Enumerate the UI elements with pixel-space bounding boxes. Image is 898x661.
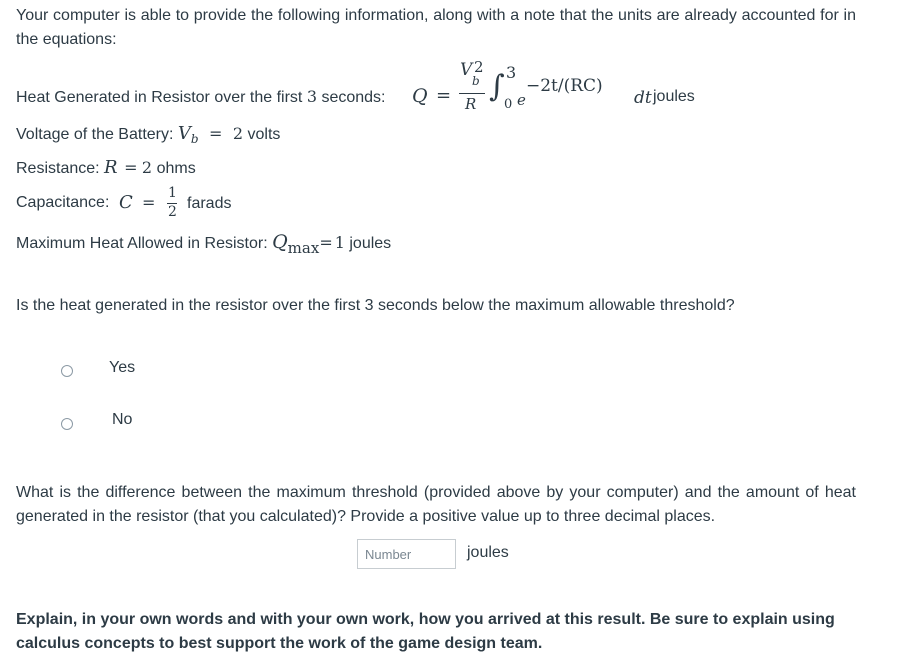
- radio-no[interactable]: [61, 418, 73, 430]
- fraction-numerator-sub: b: [472, 74, 480, 88]
- integral-lower-limit: 0: [504, 97, 513, 112]
- question-1-text: Is the heat generated in the resistor over the first 3 seconds below the maximum allowable threshold?: [16, 297, 735, 314]
- fraction-bar: [459, 93, 485, 94]
- resistance-equals: =: [124, 158, 138, 177]
- heat-line: [16, 60, 736, 120]
- resistance-label: Resistance:: [16, 160, 100, 177]
- voltage-variable: V: [177, 123, 191, 144]
- fraction-denominator: R: [465, 95, 477, 113]
- resistance-variable: R: [104, 157, 118, 178]
- capacitance-equals: =: [142, 193, 156, 212]
- option-no-label[interactable]: No: [112, 411, 133, 428]
- integral-sign: ∫: [489, 69, 505, 104]
- max-heat-variable: Q: [272, 231, 288, 253]
- difference-number-input[interactable]: [357, 539, 456, 569]
- capacitance-denominator: 2: [168, 204, 177, 220]
- heat-equals: =: [436, 85, 452, 106]
- max-heat-equals: =: [319, 233, 333, 252]
- capacitance-numerator: 1: [168, 185, 177, 201]
- voltage-unit: volts: [247, 126, 281, 143]
- max-heat-label: Maximum Heat Allowed in Resistor:: [16, 235, 268, 252]
- voltage-line: [16, 123, 280, 144]
- resistance-line: [16, 157, 196, 178]
- difference-unit: joules: [467, 544, 509, 561]
- integrand-exponent: −2t/(RC): [526, 76, 603, 96]
- capacitance-unit: farads: [187, 195, 232, 212]
- max-heat-subscript: max: [287, 239, 320, 257]
- capacitance-label: Capacitance:: [16, 194, 110, 211]
- resistance-value: 2: [141, 158, 153, 177]
- max-heat-value: 1: [334, 233, 345, 252]
- max-heat-unit: joules: [349, 235, 392, 252]
- intro-text: Your computer is able to provide the following information, along with a note that the units are already accounted for in the equations:: [16, 7, 856, 48]
- integrand-base: e: [517, 91, 526, 109]
- integral-upper-limit: 3: [506, 63, 517, 82]
- explain-prompt: Explain, in your own words and with your own work, how you arrived at this result. Be sure to explain using calculus concepts to best support the work of the game design team.: [16, 611, 835, 652]
- heat-q-variable: Q: [412, 85, 428, 107]
- capacitance-variable: C: [119, 192, 133, 213]
- radio-yes[interactable]: [61, 365, 73, 377]
- voltage-value: 2: [232, 124, 244, 143]
- fraction-numerator-sup: 2: [474, 58, 484, 76]
- max-heat-line: [16, 231, 392, 257]
- heat-unit: joules: [653, 88, 695, 105]
- voltage-equals: =: [209, 124, 223, 143]
- voltage-label: Voltage of the Battery:: [16, 126, 174, 143]
- voltage-subscript: b: [190, 132, 199, 146]
- question-2-text: What is the difference between the maximum threshold (provided above by your computer) and the amount of heat generated in the resistor (that you calculated)? Provide a positive value up to three decimal places.: [16, 484, 856, 525]
- heat-seconds-value: 3: [306, 87, 317, 106]
- capacitance-line: [16, 186, 316, 226]
- heat-label: Heat Generated in Resistor over the first 3 seconds:: [16, 87, 386, 106]
- option-yes-label[interactable]: Yes: [109, 359, 136, 376]
- fraction-numerator-var: V: [460, 60, 473, 80]
- resistance-unit: ohms: [156, 160, 196, 177]
- differential-dt: dt: [634, 88, 652, 108]
